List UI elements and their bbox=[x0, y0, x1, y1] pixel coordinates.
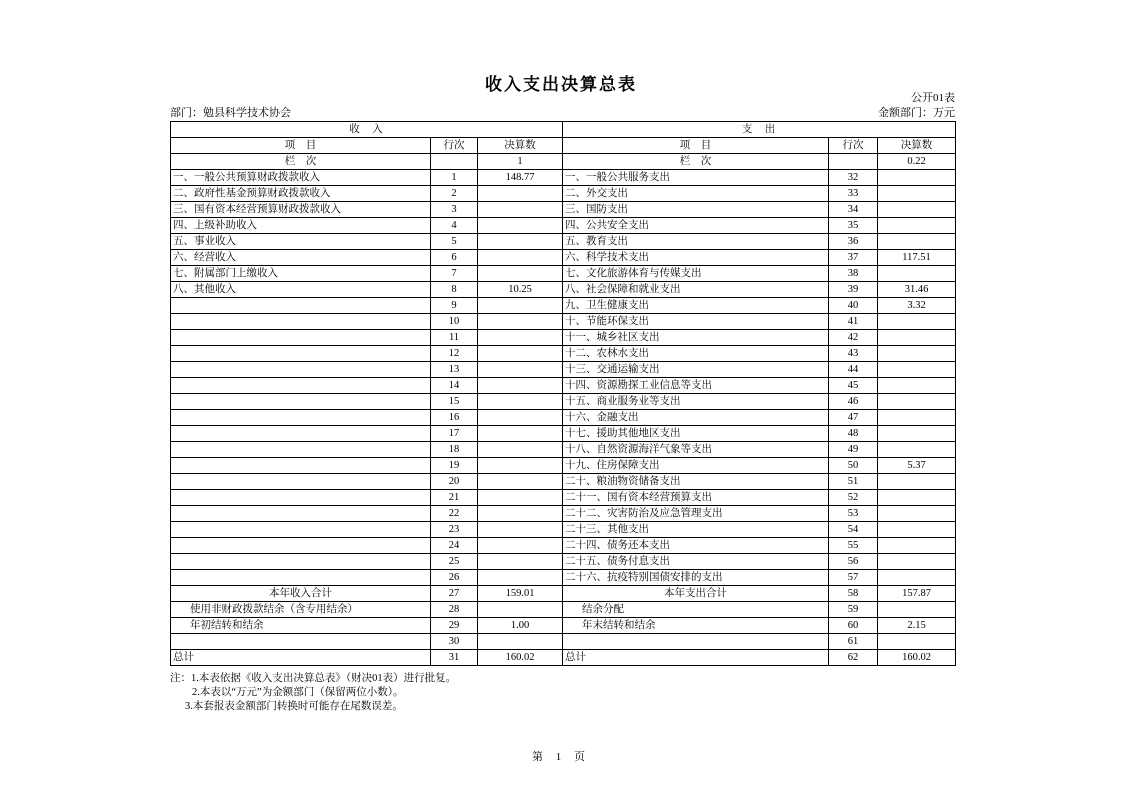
income-amount-cell bbox=[478, 202, 563, 218]
income-line-cell: 4 bbox=[431, 218, 478, 234]
expense-item-cell: 十、节能环保支出 bbox=[563, 314, 829, 330]
income-line-cell: 15 bbox=[431, 394, 478, 410]
expense-amount-cell: 31.46 bbox=[878, 282, 956, 298]
income-item-cell bbox=[171, 474, 431, 490]
income-line-cell: 11 bbox=[431, 330, 478, 346]
expense-amount-cell: 117.51 bbox=[878, 250, 956, 266]
unit-label: 金额部门：万元 bbox=[878, 107, 955, 119]
expense-line-cell: 62 bbox=[829, 650, 878, 666]
expense-amount-cell bbox=[878, 410, 956, 426]
income-item-cell bbox=[171, 570, 431, 586]
expense-line-cell: 43 bbox=[829, 346, 878, 362]
expense-item-cell: 六、科学技术支出 bbox=[563, 250, 829, 266]
table-row bbox=[171, 618, 956, 634]
income-item-cell: 二、政府性基金预算财政拨款收入 bbox=[171, 186, 431, 202]
table-row bbox=[171, 170, 956, 186]
income-line-cell: 30 bbox=[431, 634, 478, 650]
income-line-cell: 12 bbox=[431, 346, 478, 362]
table-row bbox=[171, 298, 956, 314]
expense-amount-cell bbox=[878, 170, 956, 186]
expense-item-cell: 二十二、灾害防治及应急管理支出 bbox=[563, 506, 829, 522]
expense-line-cell: 32 bbox=[829, 170, 878, 186]
expense-item-cell: 二十四、债务还本支出 bbox=[563, 538, 829, 554]
expense-item-cell: 二十、粮油物资储备支出 bbox=[563, 474, 829, 490]
expense-line-cell: 38 bbox=[829, 266, 878, 282]
expense-item-cell: 总计 bbox=[563, 650, 829, 666]
expense-line-cell: 36 bbox=[829, 234, 878, 250]
expense-amount-cell bbox=[878, 314, 956, 330]
income-item-cell: 总计 bbox=[171, 650, 431, 666]
table-row bbox=[171, 330, 956, 346]
table-row bbox=[171, 218, 956, 234]
expense-item-cell: 一、一般公共服务支出 bbox=[563, 170, 829, 186]
income-line-cell: 26 bbox=[431, 570, 478, 586]
expense-item-cell: 年末结转和结余 bbox=[563, 618, 829, 634]
income-item-cell bbox=[171, 426, 431, 442]
income-line-cell: 16 bbox=[431, 410, 478, 426]
expense-line-cell: 57 bbox=[829, 570, 878, 586]
income-item-cell bbox=[171, 298, 431, 314]
income-line-cell: 18 bbox=[431, 442, 478, 458]
table-row bbox=[171, 362, 956, 378]
income-amount-cell bbox=[478, 250, 563, 266]
income-item-cell bbox=[171, 346, 431, 362]
income-line-cell: 23 bbox=[431, 522, 478, 538]
income-amount-column-header: 决算数 bbox=[478, 138, 563, 154]
income-amount-cell bbox=[478, 234, 563, 250]
expense-line-cell: 34 bbox=[829, 202, 878, 218]
income-amount-cell bbox=[478, 410, 563, 426]
expense-amount-cell bbox=[878, 330, 956, 346]
income-amount-cell bbox=[478, 522, 563, 538]
table-row bbox=[171, 586, 956, 602]
income-line-cell: 28 bbox=[431, 602, 478, 618]
expense-item-cell: 十七、援助其他地区支出 bbox=[563, 426, 829, 442]
expense-item-cell: 九、卫生健康支出 bbox=[563, 298, 829, 314]
income-index-line-cell bbox=[431, 154, 478, 170]
expense-amount-column-header: 决算数 bbox=[878, 138, 956, 154]
table-row bbox=[171, 426, 956, 442]
expense-line-cell: 50 bbox=[829, 458, 878, 474]
income-amount-cell: 148.77 bbox=[478, 170, 563, 186]
expense-item-cell: 十八、自然资源海洋气象等支出 bbox=[563, 442, 829, 458]
income-line-cell: 22 bbox=[431, 506, 478, 522]
expense-index-label: 栏 次 bbox=[563, 154, 829, 170]
income-amount-cell bbox=[478, 490, 563, 506]
table-row bbox=[171, 346, 956, 362]
expense-line-cell: 53 bbox=[829, 506, 878, 522]
expense-item-cell: 二十六、抗疫特别国债安排的支出 bbox=[563, 570, 829, 586]
expense-line-cell: 61 bbox=[829, 634, 878, 650]
income-item-cell bbox=[171, 362, 431, 378]
expense-line-cell: 41 bbox=[829, 314, 878, 330]
expense-line-cell: 35 bbox=[829, 218, 878, 234]
income-amount-cell: 160.02 bbox=[478, 650, 563, 666]
expense-line-cell: 49 bbox=[829, 442, 878, 458]
income-item-cell: 七、附属部门上缴收入 bbox=[171, 266, 431, 282]
income-line-cell: 9 bbox=[431, 298, 478, 314]
expense-line-cell: 52 bbox=[829, 490, 878, 506]
income-index-value: 1 bbox=[478, 154, 563, 170]
table-row bbox=[171, 474, 956, 490]
income-amount-cell: 159.01 bbox=[478, 586, 563, 602]
income-item-column-header: 项 目 bbox=[171, 138, 431, 154]
income-amount-cell bbox=[478, 298, 563, 314]
expense-line-cell: 39 bbox=[829, 282, 878, 298]
expense-item-cell: 五、教育支出 bbox=[563, 234, 829, 250]
expense-amount-cell bbox=[878, 218, 956, 234]
notes bbox=[170, 672, 456, 714]
income-section-header: 收 入 bbox=[171, 122, 563, 138]
table-row bbox=[171, 266, 956, 282]
public-table-label: 公开01表 bbox=[911, 92, 955, 104]
table-row bbox=[171, 378, 956, 394]
income-amount-cell bbox=[478, 362, 563, 378]
income-amount-cell bbox=[478, 474, 563, 490]
expense-amount-cell bbox=[878, 506, 956, 522]
income-line-cell: 2 bbox=[431, 186, 478, 202]
income-item-cell: 三、国有资本经营预算财政拨款收入 bbox=[171, 202, 431, 218]
income-line-cell: 3 bbox=[431, 202, 478, 218]
income-line-cell: 10 bbox=[431, 314, 478, 330]
income-item-cell: 八、其他收入 bbox=[171, 282, 431, 298]
expense-amount-cell: 2.15 bbox=[878, 618, 956, 634]
expense-line-cell: 45 bbox=[829, 378, 878, 394]
income-item-cell: 五、事业收入 bbox=[171, 234, 431, 250]
table-row bbox=[171, 234, 956, 250]
expense-item-cell: 七、文化旅游体育与传媒支出 bbox=[563, 266, 829, 282]
table-row bbox=[171, 650, 956, 666]
table-row bbox=[171, 186, 956, 202]
expense-amount-cell bbox=[878, 634, 956, 650]
income-amount-cell bbox=[478, 538, 563, 554]
expense-line-cell: 40 bbox=[829, 298, 878, 314]
expense-item-cell: 十五、商业服务业等支出 bbox=[563, 394, 829, 410]
income-item-cell bbox=[171, 330, 431, 346]
expense-amount-cell bbox=[878, 234, 956, 250]
section-header-row bbox=[171, 122, 956, 138]
expense-amount-cell: 5.37 bbox=[878, 458, 956, 474]
expense-item-cell: 十九、住房保障支出 bbox=[563, 458, 829, 474]
expense-index-line-cell bbox=[829, 154, 878, 170]
table-row bbox=[171, 570, 956, 586]
expense-item-cell: 结余分配 bbox=[563, 602, 829, 618]
income-line-column-header: 行次 bbox=[431, 138, 478, 154]
expense-item-cell: 十一、城乡社区支出 bbox=[563, 330, 829, 346]
expense-amount-cell bbox=[878, 362, 956, 378]
expense-item-cell: 二十三、其他支出 bbox=[563, 522, 829, 538]
income-amount-cell bbox=[478, 442, 563, 458]
income-line-cell: 14 bbox=[431, 378, 478, 394]
expense-item-cell: 二十一、国有资本经营预算支出 bbox=[563, 490, 829, 506]
income-item-cell bbox=[171, 394, 431, 410]
table-row bbox=[171, 410, 956, 426]
expense-item-cell: 八、社会保障和就业支出 bbox=[563, 282, 829, 298]
expense-line-cell: 44 bbox=[829, 362, 878, 378]
expense-amount-cell bbox=[878, 394, 956, 410]
income-amount-cell: 1.00 bbox=[478, 618, 563, 634]
expense-item-cell bbox=[563, 634, 829, 650]
expense-line-cell: 55 bbox=[829, 538, 878, 554]
income-item-cell bbox=[171, 410, 431, 426]
income-amount-cell bbox=[478, 346, 563, 362]
income-line-cell: 31 bbox=[431, 650, 478, 666]
expense-amount-cell bbox=[878, 186, 956, 202]
table-row bbox=[171, 282, 956, 298]
income-amount-cell bbox=[478, 378, 563, 394]
income-amount-cell bbox=[478, 602, 563, 618]
table-row bbox=[171, 250, 956, 266]
expense-amount-cell: 157.87 bbox=[878, 586, 956, 602]
expense-line-cell: 58 bbox=[829, 586, 878, 602]
expense-item-cell: 十六、金融支出 bbox=[563, 410, 829, 426]
income-amount-cell bbox=[478, 506, 563, 522]
income-line-cell: 13 bbox=[431, 362, 478, 378]
expense-line-cell: 37 bbox=[829, 250, 878, 266]
income-item-cell: 本年收入合计 bbox=[171, 586, 431, 602]
summary-table-body bbox=[171, 170, 956, 666]
expense-amount-cell bbox=[878, 426, 956, 442]
table-row bbox=[171, 554, 956, 570]
table-row bbox=[171, 202, 956, 218]
page-title: 收入支出决算总表 bbox=[485, 75, 637, 94]
income-line-cell: 5 bbox=[431, 234, 478, 250]
expense-item-cell: 二十五、债务付息支出 bbox=[563, 554, 829, 570]
income-amount-cell bbox=[478, 218, 563, 234]
expense-amount-cell bbox=[878, 570, 956, 586]
expense-section-header: 支 出 bbox=[563, 122, 956, 138]
expense-line-column-header: 行次 bbox=[829, 138, 878, 154]
budget-summary-table bbox=[170, 121, 956, 666]
table-row bbox=[171, 442, 956, 458]
income-line-cell: 17 bbox=[431, 426, 478, 442]
expense-amount-cell: 160.02 bbox=[878, 650, 956, 666]
department-label: 部门：勉县科学技术协会 bbox=[170, 107, 291, 119]
income-amount-cell bbox=[478, 314, 563, 330]
expense-amount-cell bbox=[878, 266, 956, 282]
income-item-cell bbox=[171, 538, 431, 554]
income-line-cell: 25 bbox=[431, 554, 478, 570]
income-item-cell bbox=[171, 634, 431, 650]
table-row bbox=[171, 394, 956, 410]
table-row bbox=[171, 602, 956, 618]
income-amount-cell bbox=[478, 186, 563, 202]
expense-item-cell: 四、公共安全支出 bbox=[563, 218, 829, 234]
expense-line-cell: 48 bbox=[829, 426, 878, 442]
income-item-cell bbox=[171, 442, 431, 458]
table-row bbox=[171, 634, 956, 650]
expense-amount-cell: 3.32 bbox=[878, 298, 956, 314]
expense-line-cell: 47 bbox=[829, 410, 878, 426]
income-line-cell: 8 bbox=[431, 282, 478, 298]
expense-line-cell: 33 bbox=[829, 186, 878, 202]
expense-line-cell: 42 bbox=[829, 330, 878, 346]
expense-index-value: 0.22 bbox=[878, 154, 956, 170]
expense-amount-cell bbox=[878, 378, 956, 394]
note-line: 2.本表以“万元”为金额部门（保留两位小数）。 bbox=[192, 687, 404, 698]
expense-item-cell: 十三、交通运输支出 bbox=[563, 362, 829, 378]
income-item-cell: 四、上级补助收入 bbox=[171, 218, 431, 234]
income-amount-cell bbox=[478, 634, 563, 650]
income-amount-cell bbox=[478, 458, 563, 474]
income-item-cell bbox=[171, 458, 431, 474]
expense-amount-cell bbox=[878, 442, 956, 458]
income-item-cell bbox=[171, 314, 431, 330]
income-index-label: 栏 次 bbox=[171, 154, 431, 170]
table-row bbox=[171, 458, 956, 474]
income-item-cell: 一、一般公共预算财政拨款收入 bbox=[171, 170, 431, 186]
income-amount-cell bbox=[478, 330, 563, 346]
page-number: 第 1 页 bbox=[532, 751, 590, 763]
income-amount-cell bbox=[478, 266, 563, 282]
expense-line-cell: 60 bbox=[829, 618, 878, 634]
income-line-cell: 24 bbox=[431, 538, 478, 554]
income-amount-cell bbox=[478, 554, 563, 570]
expense-amount-cell bbox=[878, 554, 956, 570]
income-line-cell: 27 bbox=[431, 586, 478, 602]
income-item-cell bbox=[171, 522, 431, 538]
income-item-cell bbox=[171, 490, 431, 506]
expense-item-cell: 十二、农林水支出 bbox=[563, 346, 829, 362]
income-item-cell bbox=[171, 378, 431, 394]
note-line: 3.本套报表金额部门转换时可能存在尾数误差。 bbox=[185, 701, 403, 712]
expense-item-column-header: 项 目 bbox=[563, 138, 829, 154]
table-row bbox=[171, 490, 956, 506]
table-row bbox=[171, 522, 956, 538]
expense-line-cell: 51 bbox=[829, 474, 878, 490]
expense-line-cell: 56 bbox=[829, 554, 878, 570]
expense-item-cell: 本年支出合计 bbox=[563, 586, 829, 602]
meta-row bbox=[170, 104, 955, 120]
expense-amount-cell bbox=[878, 602, 956, 618]
column-header-row bbox=[171, 138, 956, 154]
table-row bbox=[171, 538, 956, 554]
expense-line-cell: 46 bbox=[829, 394, 878, 410]
income-amount-cell bbox=[478, 394, 563, 410]
income-line-cell: 29 bbox=[431, 618, 478, 634]
expense-amount-cell bbox=[878, 522, 956, 538]
expense-line-cell: 59 bbox=[829, 602, 878, 618]
income-line-cell: 6 bbox=[431, 250, 478, 266]
column-index-row bbox=[171, 154, 956, 170]
expense-amount-cell bbox=[878, 474, 956, 490]
expense-item-cell: 二、外交支出 bbox=[563, 186, 829, 202]
expense-amount-cell bbox=[878, 490, 956, 506]
income-line-cell: 1 bbox=[431, 170, 478, 186]
income-line-cell: 20 bbox=[431, 474, 478, 490]
income-line-cell: 7 bbox=[431, 266, 478, 282]
income-item-cell bbox=[171, 554, 431, 570]
income-amount-cell bbox=[478, 570, 563, 586]
expense-amount-cell bbox=[878, 346, 956, 362]
expense-item-cell: 三、国防支出 bbox=[563, 202, 829, 218]
income-item-cell: 年初结转和结余 bbox=[171, 618, 431, 634]
income-item-cell bbox=[171, 506, 431, 522]
income-line-cell: 21 bbox=[431, 490, 478, 506]
income-line-cell: 19 bbox=[431, 458, 478, 474]
expense-amount-cell bbox=[878, 202, 956, 218]
note-line: 注：1.本表依据《收入支出决算总表》（财决01表）进行批复。 bbox=[170, 673, 457, 684]
income-item-cell: 使用非财政拨款结余（含专用结余） bbox=[171, 602, 431, 618]
expense-item-cell: 十四、资源勘探工业信息等支出 bbox=[563, 378, 829, 394]
income-item-cell: 六、经营收入 bbox=[171, 250, 431, 266]
table-row bbox=[171, 314, 956, 330]
income-amount-cell bbox=[478, 426, 563, 442]
expense-line-cell: 54 bbox=[829, 522, 878, 538]
expense-amount-cell bbox=[878, 538, 956, 554]
income-amount-cell: 10.25 bbox=[478, 282, 563, 298]
table-row bbox=[171, 506, 956, 522]
